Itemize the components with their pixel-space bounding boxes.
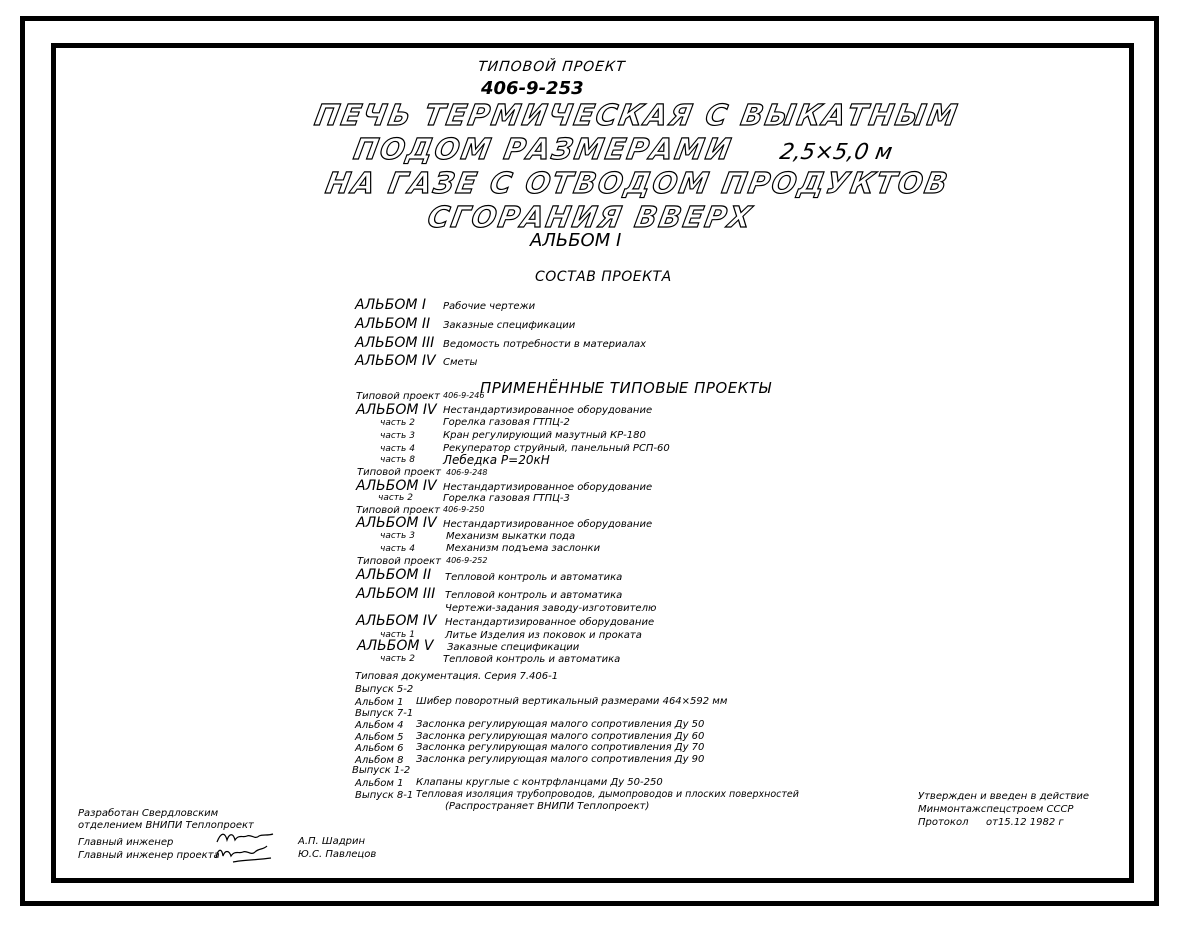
a7-part: часть 2 <box>380 654 415 664</box>
comp-desc-2: Заказные спецификации <box>443 320 576 331</box>
title-line-3: НА ГАЗЕ С ОТВОДОМ ПРОДУКТОВ <box>323 166 952 200</box>
series-left-9: Альбом 1 <box>355 778 404 789</box>
a1-part-4: часть 8 <box>380 455 415 465</box>
protocol-label: Протокол <box>918 817 969 828</box>
tp3-label: Типовой проект <box>356 505 440 516</box>
applied-heading: ПРИМЕНЁННЫЕ ТИПОВЫЕ ПРОЕКТЫ <box>480 379 772 397</box>
a3-part-2-desc: Механизм подъема заслонки <box>446 543 601 554</box>
series-heading: Типовая документация. Серия 7.406-1 <box>355 671 559 682</box>
comp-album-3: АЛЬБОМ III <box>355 335 435 351</box>
a3-part-1: часть 3 <box>380 531 415 541</box>
tp1-label: Типовой проект <box>356 391 440 402</box>
comp-album-2: АЛЬБОМ II <box>355 316 431 332</box>
series-left-10: Выпуск 8-1 <box>355 790 414 801</box>
a3-album: АЛЬБОМ IV <box>356 515 437 531</box>
a2-album: АЛЬБОМ IV <box>356 478 437 494</box>
tp2-code: 406-9-248 <box>446 468 488 477</box>
series-left-6: Альбом 6 <box>355 743 404 754</box>
series-left-1: Выпуск 5-2 <box>355 684 414 695</box>
series-right-10: Тепловая изоляция трубопроводов, дымопроводов и плоских поверхностей <box>416 789 799 800</box>
a2-part-1: часть 2 <box>378 493 413 503</box>
a3-desc: Нестандартизированное оборудование <box>443 519 653 530</box>
a1-part-4-desc: Лебедка Р=20кН <box>443 453 550 467</box>
role-chief-project-engineer: Главный инженер проекта <box>78 850 220 861</box>
comp-desc-1: Рабочие чертежи <box>443 301 536 312</box>
a1-part-1-desc: Горелка газовая ГТПЦ-2 <box>443 417 570 428</box>
approved-line-1: Утвержден и введен в действие <box>918 791 1090 802</box>
title-line-2: ПОДОМ РАЗМЕРАМИ 2,5×5,0 м <box>351 132 895 166</box>
comp-album-1: АЛЬБОМ I <box>355 297 426 313</box>
tp1-code: 406-9-246 <box>443 391 485 400</box>
a1-part-2-desc: Кран регулирующий мазутный КР-180 <box>443 430 646 441</box>
a7-part-desc: Тепловой контроль и автоматика <box>443 654 621 665</box>
series-right-9: Клапаны круглые с контрфланцами Ду 50-250 <box>416 777 663 788</box>
comp-desc-4: Сметы <box>443 357 478 368</box>
series-right-5: Заслонка регулирующая малого сопротивления Ду 60 <box>416 731 705 742</box>
title-line-4: СГОРАНИЯ ВВЕРХ <box>425 200 756 234</box>
name-chief-engineer: А.П. Шадрин <box>298 836 366 847</box>
signature-chief-project-engineer <box>213 842 275 866</box>
series-right-6: Заслонка регулирующая малого сопротивления Ду 70 <box>416 742 705 753</box>
series-left-5: Альбом 5 <box>355 732 404 743</box>
series-right-11: (Распространяет ВНИПИ Теплопроект) <box>445 801 650 812</box>
a5-desc: Тепловой контроль и автоматика <box>445 590 623 601</box>
series-left-4: Альбом 4 <box>355 720 404 731</box>
comp-album-4: АЛЬБОМ IV <box>355 353 436 369</box>
series-left-8: Выпуск 1-2 <box>352 765 411 776</box>
a6-desc: Нестандартизированное оборудование <box>445 617 655 628</box>
a1-part-3-desc: Рекуператор струйный, панельный РСП-60 <box>443 443 670 454</box>
name-chief-project-engineer: Ю.С. Павлецов <box>298 849 377 860</box>
furnace-size: 2,5×5,0 м <box>777 140 895 165</box>
composition-heading: СОСТАВ ПРОЕКТА <box>535 269 672 285</box>
project-type-label: ТИПОВОЙ ПРОЕКТ <box>477 59 627 75</box>
project-number: 406-9-253 <box>481 78 584 99</box>
a2-desc: Нестандартизированное оборудование <box>443 482 653 493</box>
a1-album: АЛЬБОМ IV <box>356 402 437 418</box>
comp-desc-3: Ведомость потребности в материалах <box>443 339 647 350</box>
a1-desc: Нестандартизированное оборудование <box>443 405 653 416</box>
series-left-3: Выпуск 7-1 <box>355 708 414 719</box>
a7-desc: Заказные спецификации <box>447 642 580 653</box>
series-left-2: Альбом 1 <box>355 697 404 708</box>
a6-album: АЛЬБОМ IV <box>356 613 437 629</box>
developer-line-2: отделением ВНИПИ Теплопроект <box>78 820 254 831</box>
series-right-2: Шибер поворотный вертикальный размерами 464×592 мм <box>416 696 728 707</box>
a5-album: АЛЬБОМ III <box>356 586 436 602</box>
a1-part-3: часть 4 <box>380 444 415 454</box>
series-left-7: Альбом 8 <box>355 755 404 766</box>
a4-album: АЛЬБОМ II <box>356 567 432 583</box>
tp3-code: 406-9-250 <box>443 505 485 514</box>
tp4-code: 406-9-252 <box>446 556 488 565</box>
a3-part-2: часть 4 <box>380 544 415 554</box>
a1-part-1: часть 2 <box>380 418 415 428</box>
title-line-1: ПЕЧЬ ТЕРМИЧЕСКАЯ С ВЫКАТНЫМ <box>312 98 962 132</box>
series-right-4: Заслонка регулирующая малого сопротивления Ду 50 <box>416 719 705 730</box>
a5-desc-2: Чертежи-задания заводу-изготовителю <box>445 603 657 614</box>
a6-part: часть 1 <box>380 630 415 640</box>
a2-part-1-desc: Горелка газовая ГТПЦ-3 <box>443 493 570 504</box>
approved-line-2: Минмонтажспецстроем СССР <box>918 804 1074 815</box>
a3-part-1-desc: Механизм выкатки пода <box>446 531 576 542</box>
series-right-7: Заслонка регулирующая малого сопротивления Ду 90 <box>416 754 705 765</box>
a4-desc: Тепловой контроль и автоматика <box>445 572 623 583</box>
a7-album: АЛЬБОМ V <box>357 638 434 654</box>
album-title: АЛЬБОМ I <box>530 230 622 251</box>
a1-part-2: часть 3 <box>380 431 415 441</box>
tp2-label: Типовой проект <box>357 467 441 478</box>
tp4-label: Типовой проект <box>357 556 441 567</box>
developer-line-1: Разработан Свердловским <box>78 808 219 819</box>
role-chief-engineer: Главный инженер <box>78 837 174 848</box>
protocol-date: от15.12 1982 г <box>986 817 1064 828</box>
a6-part-desc: Литье Изделия из поковок и проката <box>445 630 642 641</box>
